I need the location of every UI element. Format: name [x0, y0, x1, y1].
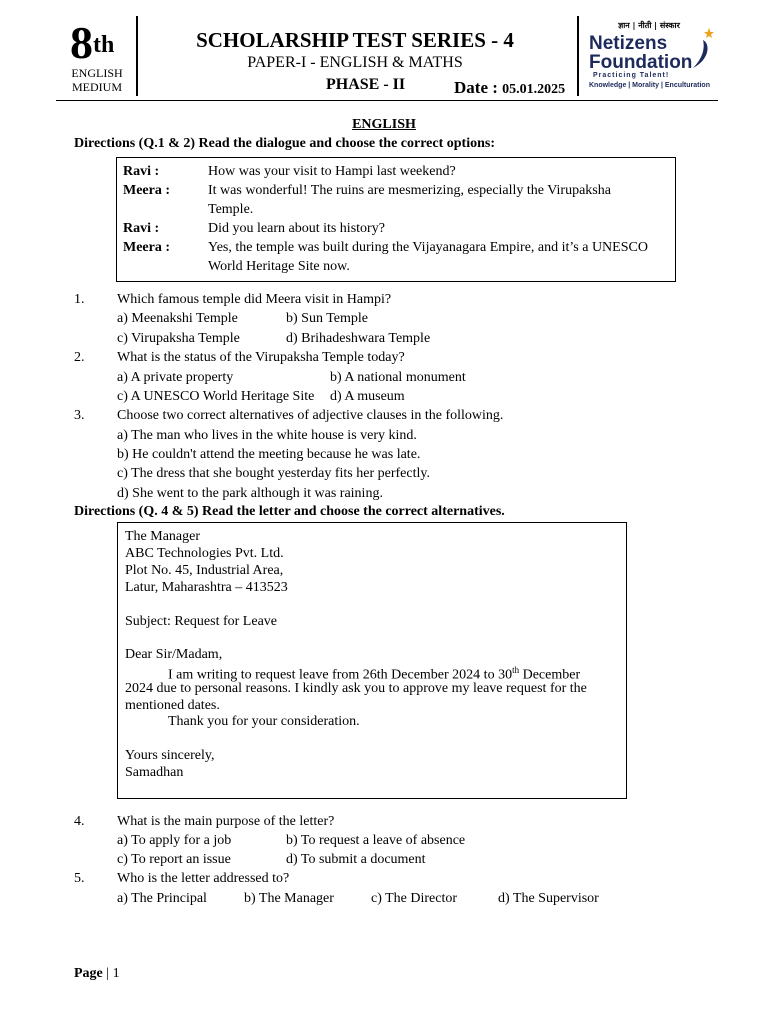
- option-c: c) Virupaksha Temple: [117, 331, 240, 346]
- question-text: What is the main purpose of the letter?: [117, 814, 335, 829]
- option-d: d) She went to the park although it was raining.: [117, 486, 383, 501]
- letter-salutation: Dear Sir/Madam,: [125, 647, 223, 662]
- question-text: Who is the letter addressed to?: [117, 871, 290, 886]
- letter-thanks: Thank you for your consideration.: [168, 714, 360, 729]
- phase-label: PHASE - II: [326, 76, 406, 93]
- date-value: 05.01.2025: [502, 82, 566, 97]
- grade-suffix: th: [93, 32, 115, 58]
- date-label: Date :: [454, 78, 503, 97]
- question-number: 4.: [74, 814, 85, 829]
- dialogue-line-cont: Temple.: [208, 202, 254, 217]
- header-divider-right: [577, 16, 579, 96]
- logo-name-line-1: Netizens: [589, 33, 668, 54]
- letter-address-line: Plot No. 45, Industrial Area,: [125, 563, 284, 578]
- grade-number: [70, 17, 115, 68]
- grade-number-value: 8: [70, 17, 93, 68]
- option-d: d) To submit a document: [286, 852, 426, 867]
- dialogue-line-cont: World Heritage Site now.: [208, 259, 350, 274]
- directions-2: Directions (Q. 4 & 5) Read the letter and choose the correct alternatives.: [74, 504, 505, 519]
- question-text: Which famous temple did Meera visit in Hampi?: [117, 292, 392, 307]
- header-underline: [56, 100, 718, 101]
- option-a: a) Meenakshi Temple: [117, 311, 238, 326]
- option-b: b) To request a leave of absence: [286, 833, 466, 848]
- option-a: a) The Principal: [117, 891, 207, 906]
- medium-line-2: MEDIUM: [72, 80, 122, 94]
- section-title: ENGLISH: [352, 117, 416, 132]
- dialogue-line: It was wonderful! The ruins are mesmerizing, especially the Virupaksha: [208, 183, 611, 198]
- question-text: Choose two correct alternatives of adjective clauses in the following.: [117, 408, 504, 423]
- option-b: b) The Manager: [244, 891, 334, 906]
- option-c: c) To report an issue: [117, 852, 231, 867]
- option-a: a) A private property: [117, 370, 234, 385]
- logo-name: [589, 34, 692, 72]
- test-title: SCHOLARSHIP TEST SERIES - 4: [196, 28, 514, 52]
- question-text: What is the status of the Virupaksha Temple today?: [117, 350, 405, 365]
- letter-body-text: December: [519, 667, 581, 683]
- dialogue-speaker: Ravi :: [123, 164, 160, 179]
- option-b: b) Sun Temple: [286, 311, 368, 326]
- letter-body-line: 2024 due to personal reasons. I kindly ask you to approve my leave request for the: [125, 681, 587, 696]
- dialogue-line: Yes, the temple was built during the Vijayanagara Empire, and it’s a UNESCO: [208, 240, 648, 255]
- date-field: [454, 78, 565, 98]
- option-c: c) The Director: [371, 891, 458, 906]
- letter-address-line: Latur, Maharashtra – 413523: [125, 580, 288, 595]
- option-a: a) The man who lives in the white house is very kind.: [117, 428, 417, 443]
- dialogue-speaker: Meera :: [123, 240, 171, 255]
- question-number: 2.: [74, 350, 85, 365]
- logo-name-line-2: Foundation: [589, 52, 693, 73]
- question-number: 5.: [74, 871, 85, 886]
- dialogue-speaker: Meera :: [123, 183, 171, 198]
- header-divider-left: [136, 16, 138, 96]
- letter-address-line: The Manager: [125, 529, 201, 544]
- question-number: 3.: [74, 408, 85, 423]
- logo-hindi-line: ज्ञान | नीती | संस्कार: [618, 21, 680, 30]
- letter-body-line: mentioned dates.: [125, 698, 220, 713]
- option-b: b) A national monument: [330, 370, 466, 385]
- logo-motto: Knowledge | Morality | Enculturation: [589, 82, 710, 89]
- logo-tagline: Practicing Talent!: [593, 72, 670, 79]
- directions-1: Directions (Q.1 & 2) Read the dialogue and choose the correct options:: [74, 136, 495, 151]
- medium-line-1: ENGLISH: [71, 66, 123, 80]
- dialogue-line: Did you learn about its history?: [208, 221, 385, 236]
- option-c: c) A UNESCO World Heritage Site: [117, 389, 315, 404]
- page-separator: |: [102, 966, 113, 981]
- page-number: 1: [112, 966, 120, 981]
- dialogue-line: How was your visit to Hampi last weekend?: [208, 164, 456, 179]
- letter-signature: Samadhan: [125, 765, 184, 780]
- letter-body-text: I am writing to request leave from 26th December 2024 to 30: [168, 667, 513, 683]
- question-number: 1.: [74, 292, 85, 307]
- medium-label: [67, 66, 127, 94]
- option-b: b) He couldn't attend the meeting because he was late.: [117, 447, 421, 462]
- option-d: d) Brihadeshwara Temple: [286, 331, 431, 346]
- option-a: a) To apply for a job: [117, 833, 232, 848]
- logo-swoosh-icon: [689, 24, 715, 72]
- page-footer: [74, 966, 120, 982]
- letter-body-sup: th: [512, 665, 520, 675]
- option-d: d) A museum: [330, 389, 405, 404]
- letter-subject: Subject: Request for Leave: [125, 614, 278, 629]
- letter-closing: Yours sincerely,: [125, 748, 215, 763]
- paper-subtitle: PAPER-I - ENGLISH & MATHS: [247, 54, 463, 71]
- netizens-logo: [589, 20, 719, 95]
- page-label: Page: [74, 966, 103, 981]
- dialogue-speaker: Ravi :: [123, 221, 160, 236]
- letter-address-line: ABC Technologies Pvt. Ltd.: [125, 546, 284, 561]
- option-c: c) The dress that she bought yesterday fits her perfectly.: [117, 466, 430, 481]
- option-d: d) The Supervisor: [498, 891, 599, 906]
